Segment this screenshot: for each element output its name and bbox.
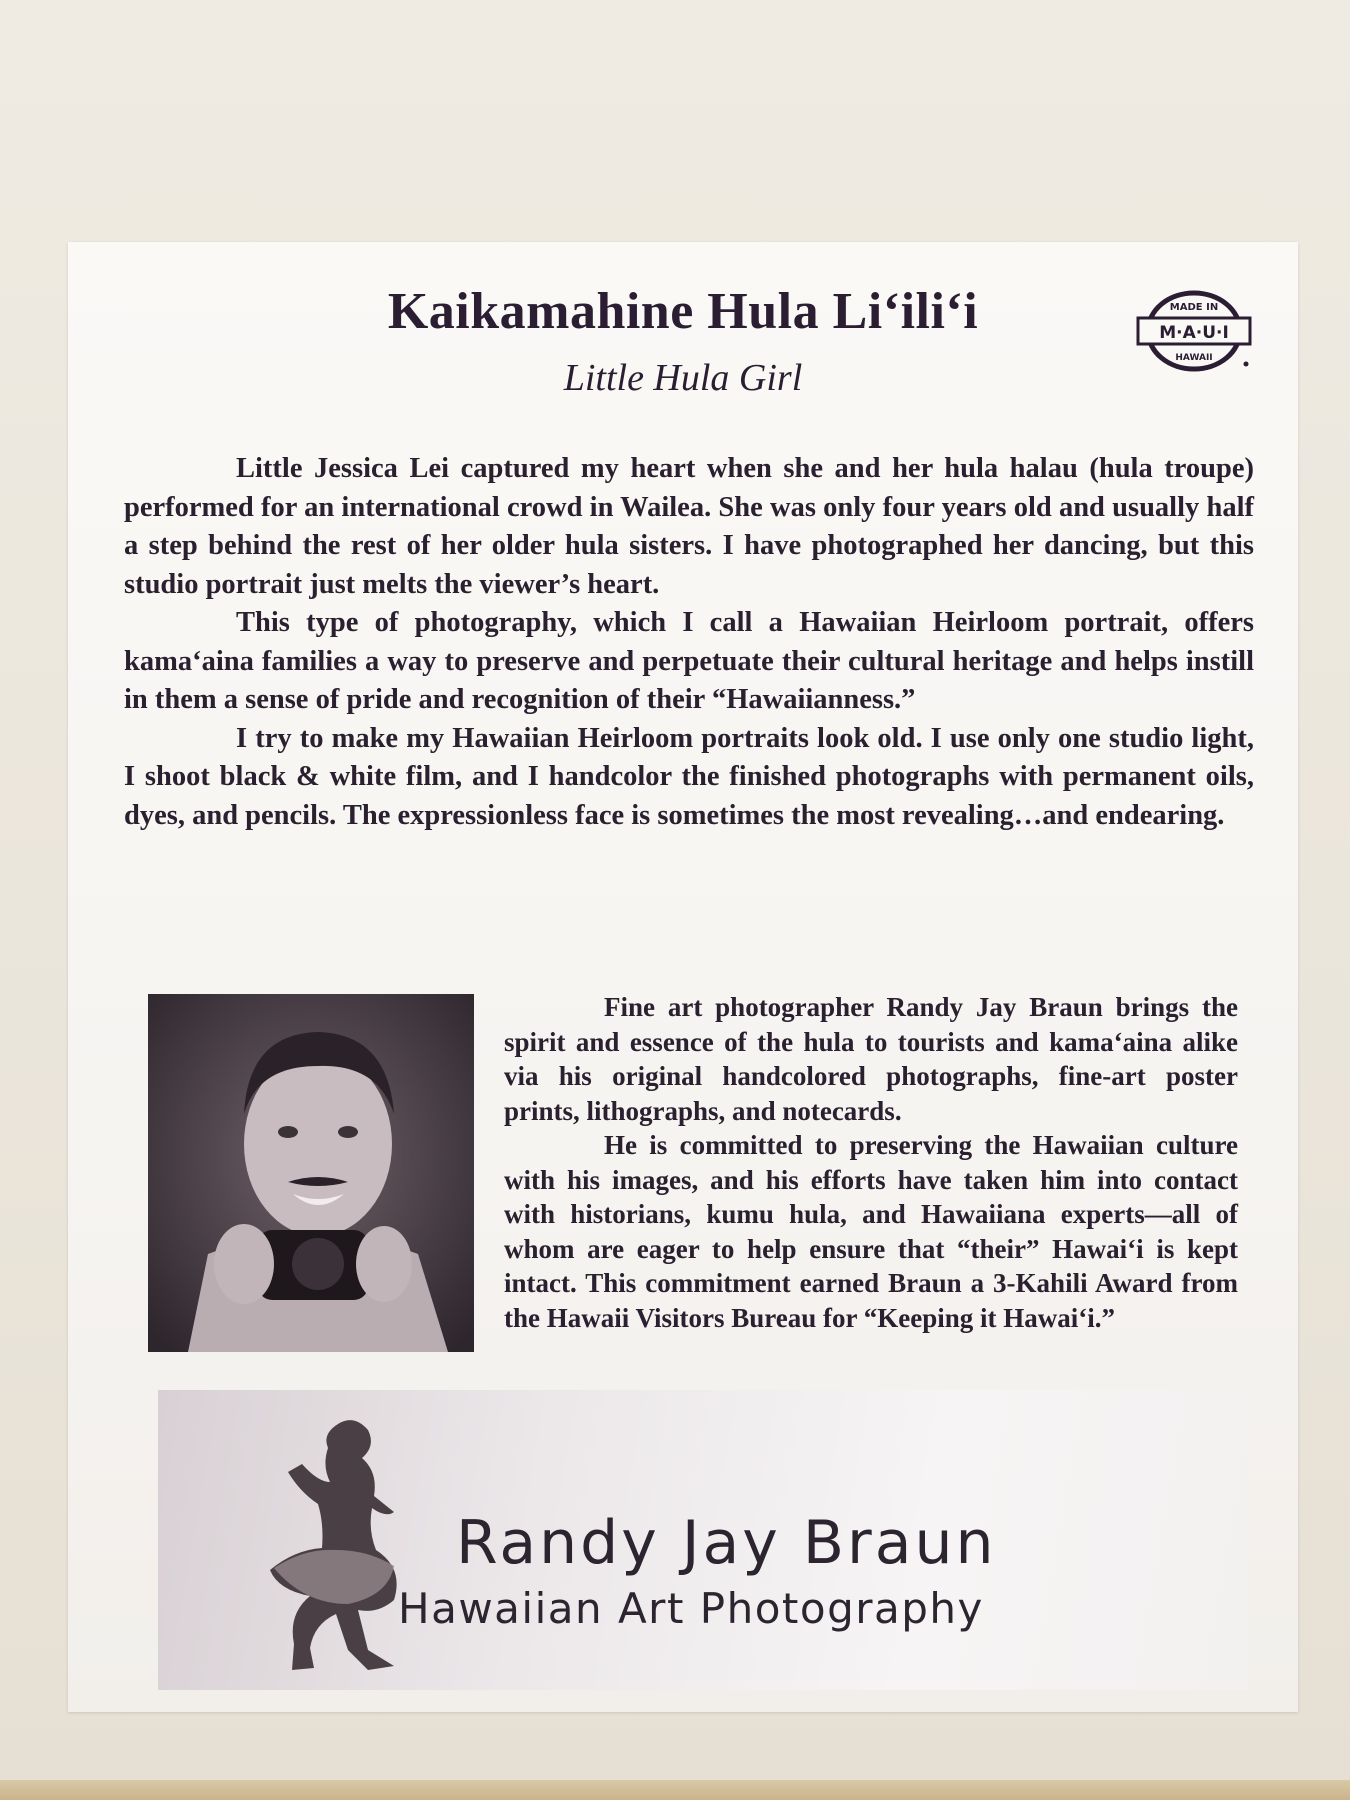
bio-intro-rest: brings the spirit and essence of the hula to tourists and kamaʻaina alike via his original handcolored photographs, fine-art poster prints, lithographs, and notecards.: [504, 992, 1238, 1126]
bio-paragraph-2: He is committed to preserving the Hawaiian culture with his images, and his efforts have taken him into contact with historians, kumu hula, and Hawaiiana experts—all of whom are eager to help ensure that “their” Hawaiʻi is kept intact. This commitment earned Braun a 3-Kahili Award from the Hawaii Visitors Bureau for “Keeping it Hawaiʻi.”: [504, 1130, 1238, 1333]
photographer-banner: [158, 1390, 1248, 1690]
placard-subtitle: Little Hula Girl: [563, 357, 803, 399]
photographer-name: Randy Jay Braun: [886, 992, 1103, 1022]
banner-tagline: Hawaiian Art Photography: [398, 1584, 984, 1633]
hula-dancer-silhouette: [218, 1400, 458, 1680]
floor-edge: [0, 1780, 1350, 1800]
made-in-maui-logo: [1134, 286, 1264, 376]
placard-title: Kaikamahine Hula Liʻiliʻi: [387, 283, 979, 340]
logo-main-text: M·A·U·I: [1159, 323, 1229, 343]
logo-bottom-text: HAWAII: [1175, 353, 1213, 363]
photographer-portrait: [148, 994, 474, 1352]
story-paragraph: Little Jessica Lei captured my heart when she and her hula halau (hula troupe) performed for an international crowd in Wailea. She was only four years old and usually half a step behind the rest of her older hula sisters. I have photographed her dancing, but this studio portrait just melts the viewer’s heart.: [124, 453, 1254, 600]
story-paragraph: I try to make my Hawaiian Heirloom portraits look old. I use only one studio light, I shoot black & white film, and I handcolor the finished photographs with permanent oils, dyes, and pencils. The expressionless face is sometimes the most revealing…and endearing.: [124, 722, 1254, 831]
banner-name: Randy Jay Braun: [456, 1508, 997, 1578]
photographer-bio: [148, 990, 1238, 1356]
logo-top-text: MADE IN: [1169, 302, 1219, 313]
story-paragraph: This type of photography, which I call a Hawaiian Heirloom portrait, offers kamaʻaina families a way to preserve and perpetuate their cultural heritage and helps instill in them a sense of pride and recognition of their “Hawaiianness.”: [124, 607, 1254, 715]
bio-intro: Fine art photographer: [604, 992, 887, 1022]
info-placard: [68, 242, 1298, 1712]
story-text: [124, 450, 1254, 835]
